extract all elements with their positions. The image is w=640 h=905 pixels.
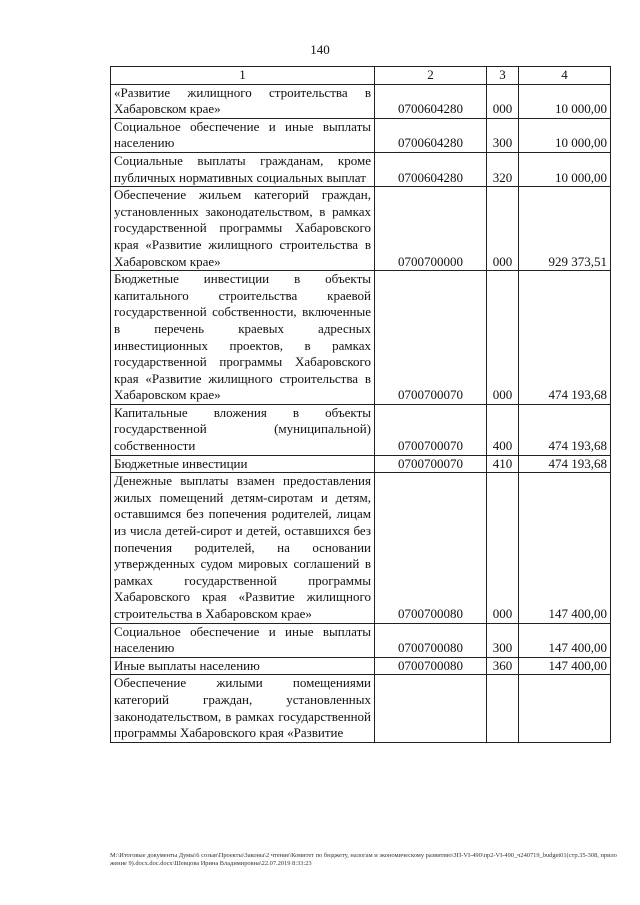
table-row	[111, 657, 611, 675]
row-code: 0700604280	[375, 152, 487, 186]
row-type: 000	[487, 473, 519, 623]
column-header-1: 1	[111, 67, 375, 85]
row-type: 000	[487, 271, 519, 405]
table-row	[111, 152, 611, 186]
row-type: 410	[487, 455, 519, 473]
row-code: 0700700000	[375, 187, 487, 271]
table-row	[111, 404, 611, 455]
row-name: Социальное обеспечение и иные выплаты населению	[111, 623, 375, 657]
row-amount: 147 400,00	[519, 657, 611, 675]
row-amount: 147 400,00	[519, 623, 611, 657]
row-name: «Развитие жилищного строительства в Хабаровском крае»	[111, 84, 375, 118]
budget-table	[110, 66, 611, 743]
table-row	[111, 675, 611, 742]
row-amount: 929 373,51	[519, 187, 611, 271]
row-type: 000	[487, 84, 519, 118]
row-type: 000	[487, 187, 519, 271]
table-row	[111, 271, 611, 405]
row-type: 320	[487, 152, 519, 186]
row-amount: 474 193,68	[519, 404, 611, 455]
row-type	[487, 675, 519, 742]
row-name: Капитальные вложения в объекты государственной (муниципальной) собственности	[111, 404, 375, 455]
row-code: 0700604280	[375, 118, 487, 152]
row-name: Бюджетные инвестиции в объекты капитального строительства краевой государственной собственности, включенные в перечень краевых адресных инвестиционных проектов, в рамках государственной программы Хабаровского края «Развитие жилищного строительства в Хабаровском крае»	[111, 271, 375, 405]
table-row	[111, 187, 611, 271]
row-amount: 474 193,68	[519, 271, 611, 405]
row-name: Обеспечение жильем категорий граждан, установленных законодательством, в рамках государственной программы Хабаровского края «Развитие жилищного строительства в Хабаровском крае»	[111, 187, 375, 271]
row-code	[375, 675, 487, 742]
row-name: Иные выплаты населению	[111, 657, 375, 675]
row-amount: 10 000,00	[519, 152, 611, 186]
row-name: Социальное обеспечение и иные выплаты населению	[111, 118, 375, 152]
row-type: 360	[487, 657, 519, 675]
table-header-row	[111, 67, 611, 85]
row-amount: 474 193,68	[519, 455, 611, 473]
row-amount: 147 400,00	[519, 473, 611, 623]
row-code: 0700700080	[375, 623, 487, 657]
table-row	[111, 623, 611, 657]
table-row	[111, 455, 611, 473]
table-row	[111, 118, 611, 152]
table-row	[111, 84, 611, 118]
row-code: 0700604280	[375, 84, 487, 118]
row-name: Социальные выплаты гражданам, кроме публичных нормативных социальных выплат	[111, 152, 375, 186]
row-amount: 10 000,00	[519, 84, 611, 118]
row-code: 0700700080	[375, 657, 487, 675]
row-amount	[519, 675, 611, 742]
column-header-4: 4	[519, 67, 611, 85]
row-code: 0700700070	[375, 455, 487, 473]
column-header-2: 2	[375, 67, 487, 85]
row-name: Обеспечение жилыми помещениями категорий граждан, установленных законодательством, в рамках государственной программы Хабаровского края «Развитие	[111, 675, 375, 742]
table-row	[111, 473, 611, 623]
row-amount: 10 000,00	[519, 118, 611, 152]
document-path-footer: М:\Итоговые документы Думы\6 созыв\Проекты\Законы\2 чтение\Комитет по бюджету, налогам и экономическому развитию\ЗП-VI-490\пр2-VI-490_ч240719_budget01(стр.35-308, приложение 9).docx.doc.docx\Шевцова Ирина Владимировна\22.07.2019 8:33:23	[110, 852, 617, 867]
page-number: 140	[310, 42, 330, 57]
column-header-3: 3	[487, 67, 519, 85]
row-type: 300	[487, 118, 519, 152]
row-code: 0700700070	[375, 404, 487, 455]
row-name: Бюджетные инвестиции	[111, 455, 375, 473]
row-type: 400	[487, 404, 519, 455]
row-type: 300	[487, 623, 519, 657]
row-name: Денежные выплаты взамен предоставления жилых помещений детям-сиротам и детям, оставшимся без попечения родителей, лицам из числа детей-сирот и детей, оставшихся без попечения родителей, на основании утвержденных судом мировых соглашений в рамках государственной программы Хабаровского края «Развитие жилищного строительства в Хабаровском крае»	[111, 473, 375, 623]
row-code: 0700700080	[375, 473, 487, 623]
row-code: 0700700070	[375, 271, 487, 405]
